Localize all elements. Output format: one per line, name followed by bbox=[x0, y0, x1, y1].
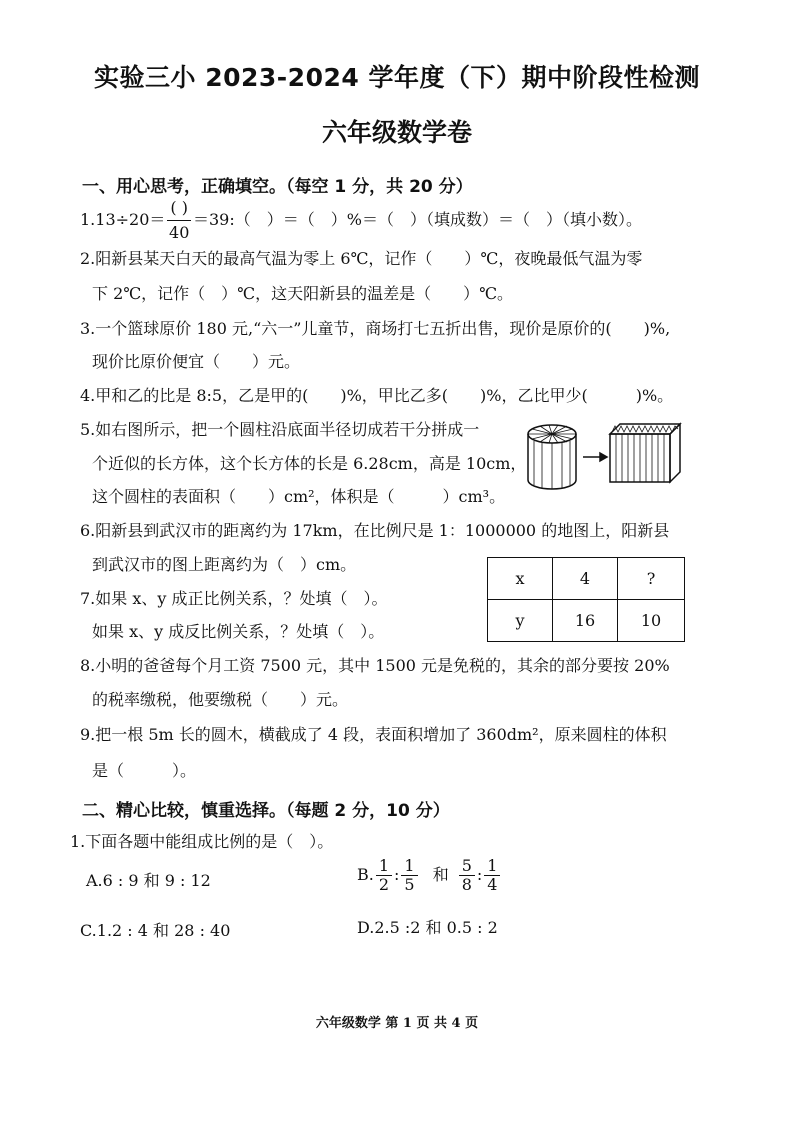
frac-num: 1 bbox=[484, 857, 500, 876]
question-1-5-line3: 这个圆柱的表面积（ ）cm²，体积是（ ）cm³。 bbox=[92, 487, 506, 506]
q1-prefix: 1.13÷20＝ bbox=[80, 210, 166, 229]
exam-subtitle: 六年级数学卷 bbox=[321, 118, 472, 147]
option-b-frac4 bbox=[484, 857, 500, 894]
frac-den: 2 bbox=[378, 875, 390, 894]
section2-heading: 二、精心比较，慎重选择。（每题 2 分，10 分） bbox=[82, 801, 450, 821]
option-b-frac2 bbox=[401, 857, 417, 894]
question-2-1: 1.下面各题中能组成比例的是（ ）。 bbox=[70, 832, 334, 851]
option-b-sep2: : bbox=[476, 865, 483, 884]
question-1-9-line1: 9.把一根 5m 长的圆木，横截成了 4 段，表面积增加了 360dm²，原来圆柱的体积 bbox=[80, 725, 667, 744]
frac-den: 4 bbox=[487, 875, 498, 894]
option-c: C.1.2 : 4 和 28 : 40 bbox=[80, 921, 231, 940]
xy-cell: 4 bbox=[553, 558, 618, 600]
xy-table-row-y bbox=[488, 600, 685, 642]
option-b-frac1 bbox=[376, 857, 392, 894]
q1-frac-num: ( ) bbox=[167, 196, 191, 221]
xy-table bbox=[487, 557, 685, 642]
question-1-6-line1: 6.阳新县到武汉市的距离约为 17km，在比例尺是 1：1000000 的地图上，阳新县 bbox=[80, 521, 670, 540]
option-d: D.2.5 :2 和 0.5 : 2 bbox=[357, 918, 498, 937]
question-1-4: 4.甲和乙的比是 8:5，乙是甲的( )%，甲比乙多( )%，乙比甲少( )%。 bbox=[80, 386, 674, 405]
xy-cell: y bbox=[488, 600, 553, 642]
xy-table-row-x bbox=[488, 558, 685, 600]
question-1-1 bbox=[80, 196, 642, 245]
exam-title: 实验三小 2023-2024 学年度（下）期中阶段性检测 bbox=[94, 63, 700, 92]
option-b-prefix: B. bbox=[357, 865, 374, 884]
frac-den: 5 bbox=[404, 875, 415, 894]
q1-fraction bbox=[167, 196, 191, 245]
question-1-8-line2: 的税率缴税，他要缴税（ ）元。 bbox=[92, 690, 349, 709]
xy-cell: x bbox=[488, 558, 553, 600]
xy-cell: 16 bbox=[553, 600, 618, 642]
cylinder-cuboid-figure bbox=[522, 412, 692, 492]
cuboid-icon bbox=[610, 424, 680, 482]
cylinder-icon bbox=[528, 425, 576, 489]
frac-den: 8 bbox=[461, 875, 472, 894]
question-1-7-line1: 7.如果 x、y 成正比例关系，？处填（ ）。 bbox=[80, 589, 388, 608]
xy-cell: 10 bbox=[618, 600, 685, 642]
q1-frac-den: 40 bbox=[169, 223, 190, 242]
question-1-7-line2: 如果 x、y 成反比例关系，？处填（ ）。 bbox=[92, 622, 385, 641]
section1-heading: 一、用心思考，正确填空。（每空 1 分，共 20 分） bbox=[82, 177, 473, 197]
option-b-and: 和 bbox=[432, 865, 449, 884]
page-footer: 六年级数学 第 1 页 共 4 页 bbox=[315, 1016, 479, 1031]
question-1-5-line2: 个近似的长方体，这个长方体的长是 6.28cm，高是 10cm， bbox=[92, 454, 527, 473]
question-1-2-line2: 下 2℃，记作（ ）℃，这天阳新县的温差是（ ）℃。 bbox=[92, 284, 513, 303]
option-b-sep1: : bbox=[394, 865, 400, 884]
question-1-3-line2: 现价比原价便宜（ ）元。 bbox=[92, 352, 301, 371]
q1-suffix: ＝39:（ ）＝（ ）%＝（ ）（填成数）＝（ ）（填小数）。 bbox=[192, 210, 642, 229]
question-1-6-line2: 到武汉市的图上距离约为（ ）cm。 bbox=[92, 555, 357, 574]
question-1-8-line1: 8.小明的爸爸每个月工资 7500 元，其中 1500 元是免税的，其余的部分要按 20% bbox=[80, 656, 670, 675]
question-1-3-line1: 3.一个篮球原价 180 元,“六一”儿童节，商场打七五折出售，现价是原价的( )%, bbox=[80, 319, 671, 338]
question-1-5-line1: 5.如右图所示，把一个圆柱沿底面半径切成若干分拼成一 bbox=[80, 420, 480, 439]
arrow-icon bbox=[583, 453, 607, 461]
frac-num: 5 bbox=[459, 857, 475, 876]
frac-num: 1 bbox=[376, 857, 392, 876]
xy-cell: ? bbox=[618, 558, 685, 600]
frac-num: 1 bbox=[401, 857, 417, 876]
option-b-frac3 bbox=[459, 857, 475, 894]
question-1-9-line2: 是（ ）。 bbox=[92, 761, 197, 780]
option-b bbox=[357, 857, 502, 894]
option-a: A.6 : 9 和 9 : 12 bbox=[86, 871, 211, 890]
question-1-2-line1: 2.阳新县某天白天的最高气温为零上 6℃，记作（ ）℃，夜晚最低气温为零 bbox=[80, 249, 643, 268]
